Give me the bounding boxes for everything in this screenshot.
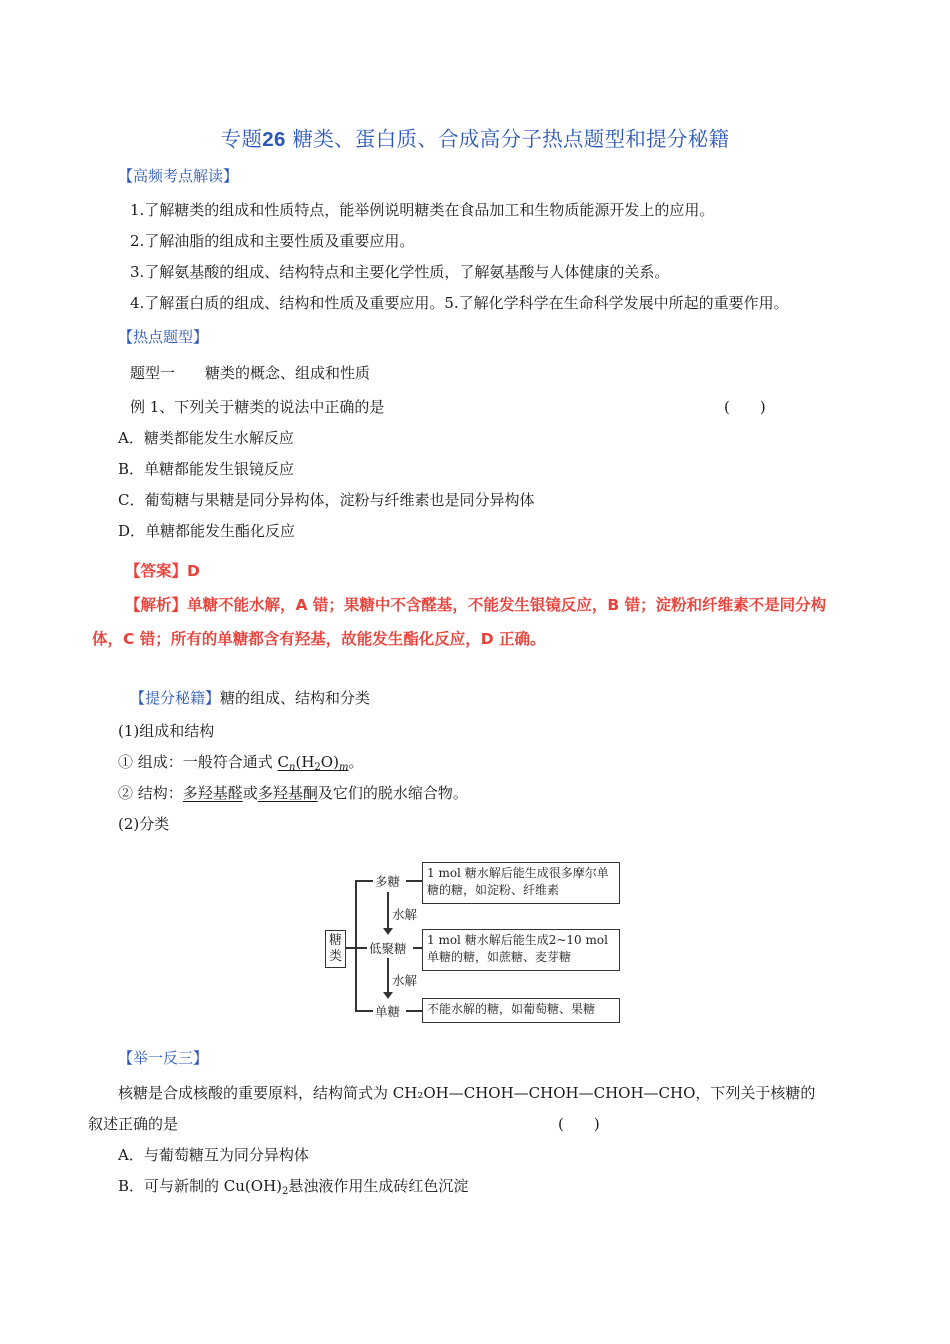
diagram-link-oligo [413,947,422,949]
diagram-poly-desc: 1 mol 糖水解后能生成很多摩尔单糖的糖，如淀粉、纤维素 [422,862,620,904]
arrow-down-icon [383,992,393,999]
diagram-oligo: 低聚糖 [369,941,407,956]
example-option-c: C．葡萄糖与果糖是同分异构体，淀粉与纤维素也是同分异构体 [118,491,535,509]
diagram-hydrolysis-1: 水解 [392,907,418,922]
diagram-hydrolysis-2: 水解 [392,973,418,988]
section-tixing: 【热点题型】 [118,328,209,346]
example-option-d: D．单糖都能发生酯化反应 [118,522,296,540]
jufan-stem-1: 核糖是合成核酸的重要原料，结构简式为 CH₂OH—CHOH—CHOH—CHOH—CHO，下列关于核糖的 [118,1084,816,1102]
jufan-stem-2: 叙述正确的是 [88,1115,179,1133]
diagram-link-poly [406,880,422,882]
analysis-line-2: 体，C 错；所有的单糖都含有羟基，故能发生酯化反应，D 正确。 [92,630,546,648]
page-title: 专题26 糖类、蛋白质、合成高分子热点题型和提分秘籍 [220,127,730,151]
jufan-paren: ( ) [558,1115,600,1133]
diagram-trunk [355,880,357,1012]
example-stem: 例 1、下列关于糖类的说法中正确的是 [130,398,385,416]
section-kaodian: 【高频考点解读】 [118,167,239,185]
section-jufan: 【举一反三】 [118,1049,209,1067]
tifen-heading: 【提分秘籍】糖的组成、结构和分类 [130,689,371,707]
jufan-option-b: B．可与新制的 $Cu(OH)_2$悬浊液作用生成砖红色沉淀 [118,1177,469,1197]
tifen-p1: (1)组成和结构 [118,722,215,740]
diagram-arrow-1 [387,892,389,932]
diagram-branch-poly [355,880,373,882]
kaodian-item-3: 3.了解氨基酸的组成、结构特点和主要化学性质，了解氨基酸与人体健康的关系。 [130,263,670,281]
answer: 【答案】D [125,562,200,580]
tifen-p2: ① 组成：一般符合通式 $C_n(H_2O)_m$。 [118,753,364,773]
tifen-p3: ② 结构：多羟基醛或多羟基酮及它们的脱水缩合物。 [118,784,468,802]
diagram-arrow-2 [387,958,389,996]
kaodian-item-4: 4.了解蛋白质的组成、结构和性质及重要应用。5.了解化学科学在生命科学发展中所起的重要作用。 [130,294,789,312]
general-formula: $C_n(H_2O)_m$ [277,753,349,773]
kaodian-item-1: 1.了解糖类的组成和性质特点，能举例说明糖类在食品加工和生物质能源开发上的应用。 [130,201,715,219]
jufan-option-a: A．与葡萄糖互为同分异构体 [118,1146,309,1164]
kaodian-item-2: 2.了解油脂的组成和主要性质及重要应用。 [130,232,415,250]
diagram-mono-desc: 不能水解的糖，如葡萄糖、果糖 [422,998,620,1023]
tixing-name: 糖类的概念、组成和性质 [205,364,371,382]
diagram-branch-oligo [355,947,367,949]
example-option-a: A．糖类都能发生水解反应 [118,429,294,447]
diagram-link-mono [406,1010,422,1012]
diagram-root: 糖 类 [325,930,346,968]
tixing-label: 题型一 [130,364,176,382]
example-option-b: B．单糖都能发生银镜反应 [118,460,295,478]
arrow-down-icon [383,928,393,935]
diagram-mono: 单糖 [375,1004,401,1019]
title-number: 26 [262,128,286,151]
diagram-oligo-desc: 1 mol 糖水解后能生成2~10 mol 单糖的糖，如蔗糖、麦芽糖 [422,929,620,971]
analysis-line-1: 【解析】单糖不能水解，A 错；果糖中不含醛基，不能发生银镜反应，B 错；淀粉和纤维素不是同分构 [125,596,827,614]
diagram-branch-mono [355,1010,373,1012]
tifen-p4: (2)分类 [118,815,170,833]
example-paren: ( ) [724,398,766,416]
diagram-poly: 多糖 [375,874,401,889]
